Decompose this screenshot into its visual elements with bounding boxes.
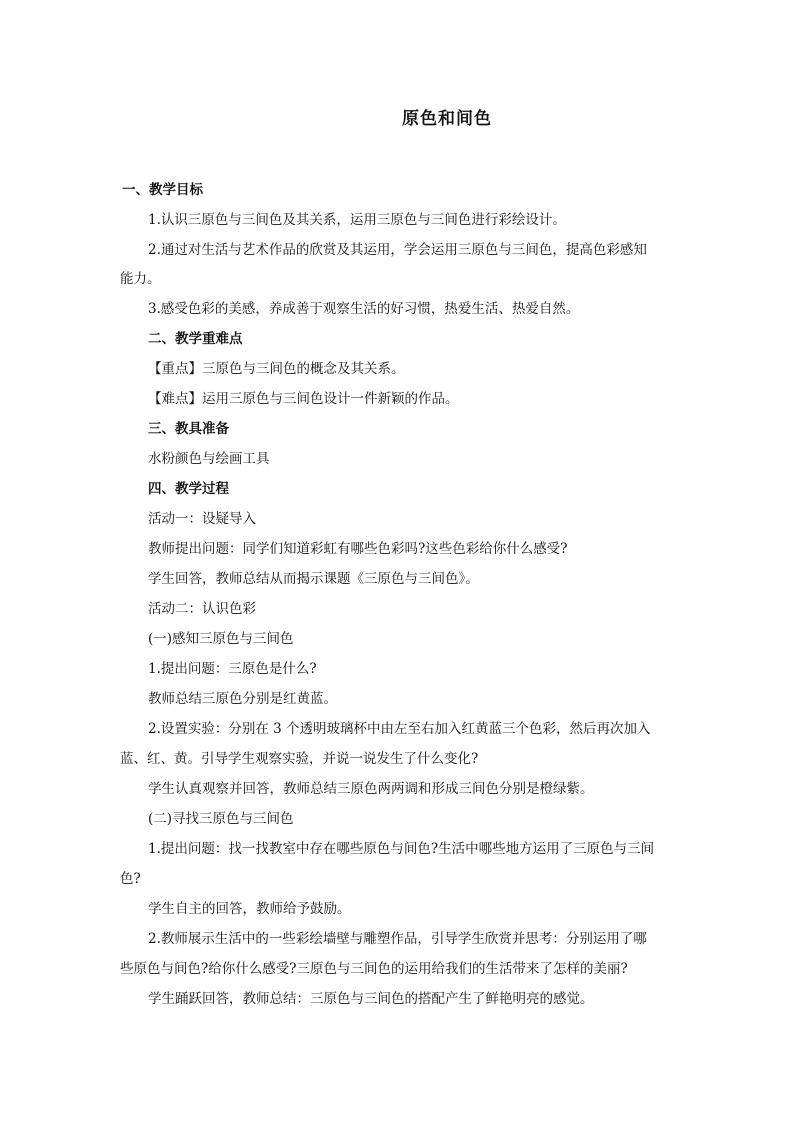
paragraph-line: 教师总结三原色分别是红黄蓝。 <box>148 691 337 707</box>
document-title: 原色和间色 <box>402 109 492 129</box>
paragraph-line: 色? <box>120 871 141 887</box>
paragraph-line: 2.教师展示生活中的一些彩绘墙壁与雕塑作品，引导学生欣赏并思考：分别运用了哪 <box>148 931 647 947</box>
paragraph-line: 能力。 <box>120 271 161 287</box>
paragraph-line: 学生回答，教师总结从而揭示课题《三原色与三间色》。 <box>148 571 479 587</box>
section-heading-objectives: 一、教学目标 <box>122 182 203 198</box>
paragraph-line: 3.感受色彩的美感，养成善于观察生活的好习惯，热爱生活、热爱自然。 <box>148 301 580 317</box>
section-heading-materials: 三、教具准备 <box>148 421 229 437</box>
paragraph-line: 1.提出问题：三原色是什么? <box>148 661 317 677</box>
paragraph-line: 活动一：设疑导入 <box>148 511 256 527</box>
paragraph-line: 【难点】运用三原色与三间色设计一件新颖的作品。 <box>148 391 459 407</box>
paragraph-line: 些原色与间色?给你什么感受?三原色与三间色的运用给我们的生活带来了怎样的美丽? <box>120 961 628 977</box>
paragraph-line: (二)寻找三原色与三间色 <box>148 811 294 827</box>
paragraph-line: 学生自主的回答，教师给予鼓励。 <box>148 901 351 917</box>
paragraph-line: 学生踊跃回答，教师总结：三原色与三间色的搭配产生了鲜艳明亮的感觉。 <box>148 991 594 1007</box>
paragraph-line: 教师提出问题：同学们知道彩虹有哪些色彩吗?这些色彩给你什么感受? <box>148 541 568 557</box>
paragraph-line: 蓝、红、黄。引导学生观察实验，并说一说发生了什么变化? <box>120 751 479 767</box>
paragraph-line: 1.提出问题：找一找教室中存在哪些原色与间色?生活中哪些地方运用了三原色与三间 <box>148 841 655 857</box>
paragraph-line: (一)感知三原色与三间色 <box>148 631 294 647</box>
paragraph-line: 2.通过对生活与艺术作品的欣赏及其运用，学会运用三原色与三间色，提高色彩感知 <box>148 242 647 258</box>
paragraph-line: 活动二：认识色彩 <box>148 601 256 617</box>
paragraph-line: 2.设置实验：分别在 3 个透明玻璃杯中由左至右加入红黄蓝三个色彩，然后再次加入 <box>148 721 651 737</box>
paragraph-line: 水粉颜色与绘画工具 <box>148 451 270 467</box>
section-heading-process: 四、教学过程 <box>148 481 229 497</box>
paragraph-line: 1.认识三原色与三间色及其关系，运用三原色与三间色进行彩绘设计。 <box>148 212 566 228</box>
paragraph-line: 【重点】三原色与三间色的概念及其关系。 <box>148 361 405 377</box>
paragraph-line: 学生认真观察并回答，教师总结三原色两两调和形成三间色分别是橙绿紫。 <box>148 781 594 797</box>
section-heading-key-points: 二、教学重难点 <box>148 331 243 347</box>
